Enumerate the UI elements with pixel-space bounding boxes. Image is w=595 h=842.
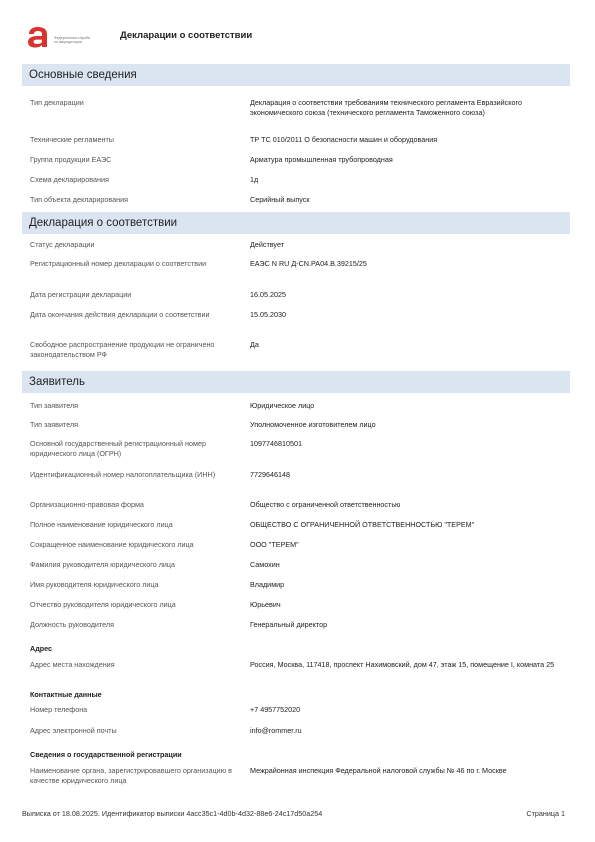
section-basic-header: Основные сведения <box>22 64 570 86</box>
field-value: Действует <box>250 240 284 249</box>
field-label: Сокращенное наименование юридического лица <box>30 540 194 549</box>
field-label: Схема декларирования <box>30 175 109 184</box>
field-label: Свободное распространение продукции не ограничено законодательством РФ <box>30 340 215 359</box>
field-value: Общество с ограниченной ответственностью <box>250 500 401 509</box>
page-title: Декларации о соответствии <box>120 30 253 41</box>
logo-caption <box>54 36 90 45</box>
field-label: Основной государственный регистрационный номер юридического лица (ОГРН) <box>30 439 206 458</box>
field-value: 1097746810501 <box>250 439 302 448</box>
field-value: Юридическое лицо <box>250 401 315 410</box>
field-label: Дата окончания действия декларации о соответствии <box>30 310 210 319</box>
field-label: Полное наименование юридического лица <box>30 520 173 529</box>
section-applicant-header: Заявитель <box>22 371 570 393</box>
field-value: Уполномоченное изготовителем лицо <box>250 420 376 429</box>
field-label: Имя руководителя юридического лица <box>30 580 159 589</box>
field-label: Должность руководителя <box>30 620 114 629</box>
field-label: Группа продукции ЕАЭС <box>30 155 112 164</box>
field-value: info@rommer.ru <box>250 726 302 735</box>
field-label: Организационно-правовая форма <box>30 500 144 509</box>
field-label: Дата регистрации декларации <box>30 290 132 299</box>
field-label: Тип заявителя <box>30 401 79 410</box>
field-value: Да <box>250 340 259 349</box>
field-label: Адрес места нахождения <box>30 660 115 669</box>
field-label: Статус декларации <box>30 240 95 249</box>
field-value: 15.05.2030 <box>250 310 286 319</box>
field-value: Россия, Москва, 117418, проспект Нахимовский, дом 47, этаж 15, помещение I, комната 25 <box>250 660 555 669</box>
field-label: Тип объекта декларирования <box>30 195 128 204</box>
field-value: Декларация о соответствии требованиям технического регламента Евразийского экономического союза (технического регламента Таможенного союза) <box>250 98 522 117</box>
field-value: Арматура промышленная трубопроводная <box>250 155 393 164</box>
field-value: Генеральный директор <box>250 620 328 629</box>
field-value: +7 4957752020 <box>250 705 301 714</box>
field-label: Адрес электронной почты <box>30 726 117 735</box>
field-value: Межрайонная инспекция Федеральной налоговой службы № 46 по г. Москве <box>250 766 507 775</box>
section-declaration-header: Декларация о соответствии <box>22 212 570 234</box>
logo-caption-line2: по аккредитации <box>54 40 82 45</box>
fsa-logo <box>26 26 116 52</box>
address-heading: Адрес <box>30 644 53 653</box>
field-value: 1д <box>250 175 259 184</box>
field-label: Номер телефона <box>30 705 88 714</box>
field-value: 7729646148 <box>250 470 290 479</box>
field-value: ООО "ТЕРЕМ" <box>250 540 299 549</box>
field-label: Идентификационный номер налогоплательщика (ИНН) <box>30 470 216 479</box>
page-number: Страница 1 <box>526 809 565 818</box>
field-value: Юрьевич <box>250 600 281 609</box>
field-value: 16.05.2025 <box>250 290 286 299</box>
field-value: ЕАЭС N RU Д-CN.РА04.В.39215/25 <box>250 259 367 268</box>
contacts-heading: Контактные данные <box>30 690 102 699</box>
field-value: ТР ТС 010/2011 О безопасности машин и оборудования <box>250 135 438 144</box>
registration-heading: Сведения о государственной регистрации <box>30 750 182 759</box>
field-label: Наименование органа, зарегистрировавшего организацию в качестве юридического лица <box>30 766 232 785</box>
field-label: Регистрационный номер декларации о соответствии <box>30 259 207 268</box>
extract-info: Выписка от 18.08.2025. Идентификатор выписки 4acc35c1-4d0b-4d32-88e6-24c17d50a254 <box>22 809 323 818</box>
field-value: Серийный выпуск <box>250 195 310 204</box>
field-label: Технические регламенты <box>30 135 114 144</box>
field-value: Самохин <box>250 560 280 569</box>
logo-caption-line1: Федеральная служба <box>54 36 90 40</box>
field-label: Тип заявителя <box>30 420 79 429</box>
field-label: Тип декларации <box>30 98 84 107</box>
fsa-logo-icon <box>26 26 50 48</box>
page-header <box>0 0 595 58</box>
field-label: Фамилия руководителя юридического лица <box>30 560 176 569</box>
field-label: Отчество руководителя юридического лица <box>30 600 176 609</box>
field-value: ОБЩЕСТВО С ОГРАНИЧЕННОЙ ОТВЕТСТВЕННОСТЬЮ "ТЕРЕМ" <box>250 520 475 529</box>
field-value: Владимир <box>250 580 285 589</box>
